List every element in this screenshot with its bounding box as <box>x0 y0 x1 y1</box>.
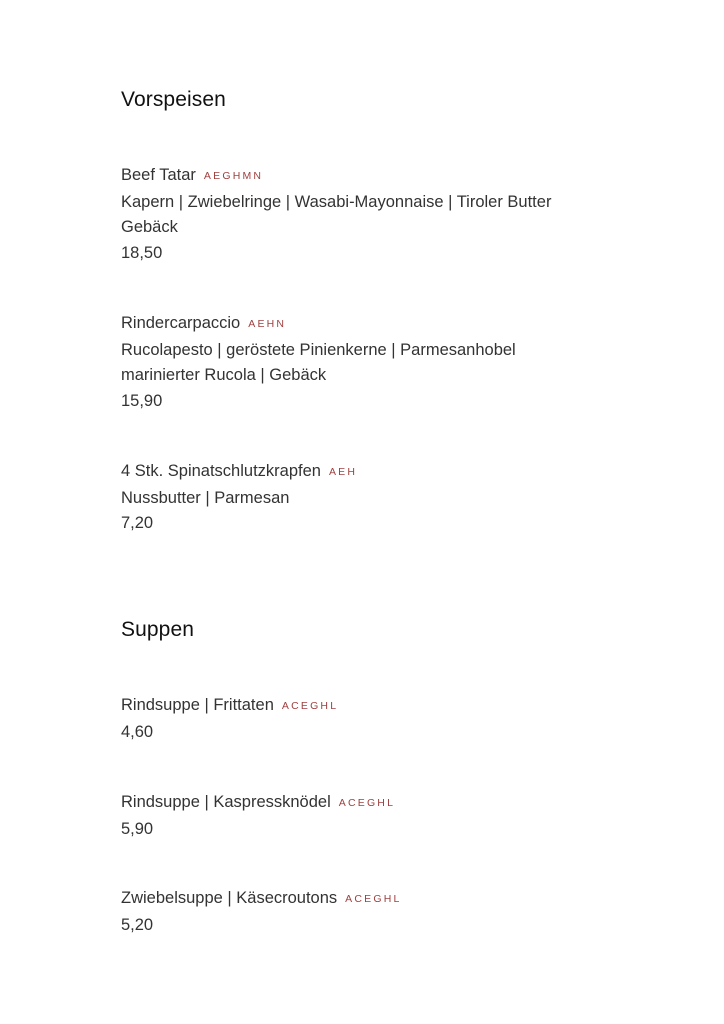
dish-rindsuppe-frittaten <box>121 693 338 745</box>
dish-rindercarpaccio <box>121 311 516 414</box>
dish-name-line <box>121 693 338 720</box>
dish-spinatschlutzkrapfen <box>121 459 357 537</box>
allergen-codes: AEGHMN <box>203 170 264 182</box>
dish-name-line <box>121 163 551 190</box>
dish-name: Rindsuppe | Kaspressknödel <box>121 793 331 811</box>
dish-price: 15,90 <box>121 391 163 410</box>
allergen-codes: ACEGHL <box>345 893 402 905</box>
dish-zwiebelsuppe <box>121 886 402 938</box>
dish-rindsuppe-kaspressknoedel <box>121 790 395 842</box>
dish-name-line <box>121 311 516 338</box>
dish-price: 7,20 <box>121 514 154 532</box>
dish-name: 4 Stk. Spinatschlutzkrapfen <box>121 462 321 480</box>
allergen-codes: AEHN <box>248 318 287 330</box>
dish-price: 5,90 <box>121 819 154 838</box>
allergen-codes: ACEGHL <box>338 797 396 809</box>
dish-name-line <box>121 790 395 817</box>
dish-description: Nussbutter | Parmesan <box>121 488 290 507</box>
dish-name-line <box>121 459 357 486</box>
dish-name: Rindercarpaccio <box>121 314 241 332</box>
dish-price: 4,60 <box>121 722 154 741</box>
dish-name: Zwiebelsuppe | Käsecroutons <box>121 889 338 907</box>
dish-name: Rindsuppe | Frittaten <box>121 696 274 714</box>
section-title-suppen: Suppen <box>121 618 195 641</box>
dish-price: 18,50 <box>121 243 163 262</box>
dish-beef-tatar <box>121 163 551 266</box>
dish-name-line <box>121 886 402 913</box>
dish-description: Rucolapesto | geröstete Pinienkerne | Parmesanhobel <box>121 340 516 359</box>
section-title-vorspeisen: Vorspeisen <box>121 88 226 111</box>
allergen-codes: ACEGHL <box>281 700 339 712</box>
dish-name: Beef Tatar <box>121 166 196 184</box>
dish-description: Gebäck <box>121 218 178 236</box>
dish-description: marinierter Rucola | Gebäck <box>121 366 327 384</box>
dish-description: Kapern | Zwiebelringe | Wasabi-Mayonnaise | Tiroler Butter <box>121 192 552 211</box>
dish-price: 5,20 <box>121 915 154 934</box>
allergen-codes: AEH <box>328 466 358 478</box>
